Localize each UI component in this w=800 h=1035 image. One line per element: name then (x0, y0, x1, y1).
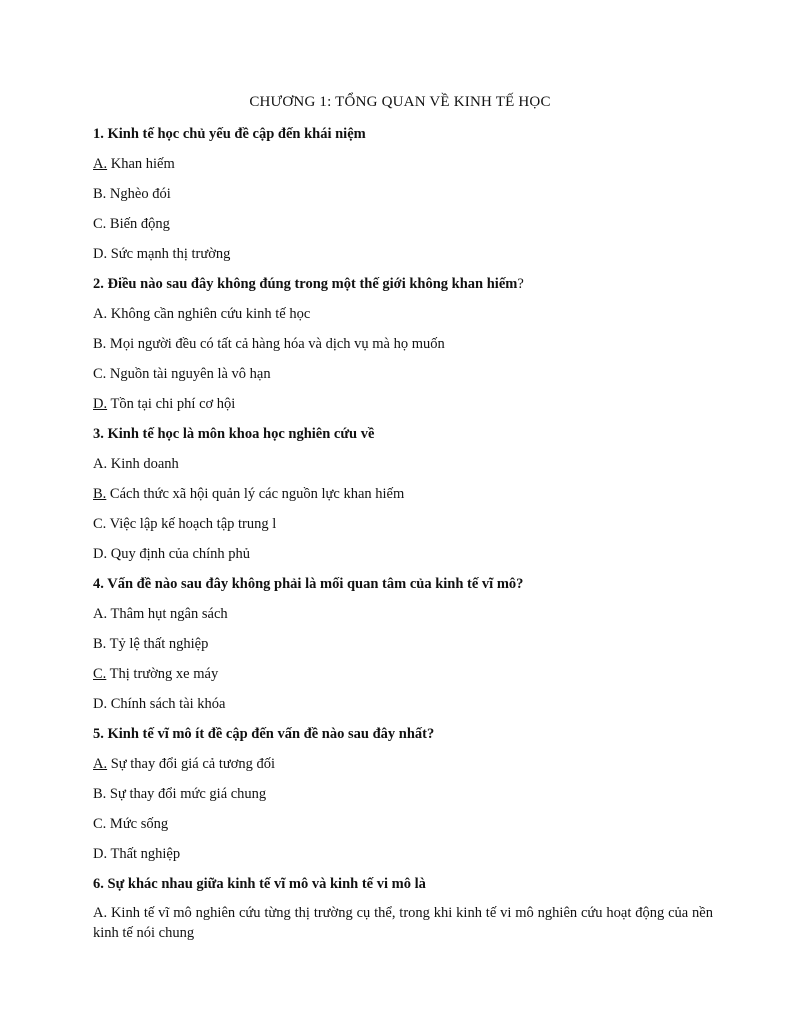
q5-option-a (93, 755, 713, 773)
chapter-title: CHƯƠNG 1: TỔNG QUAN VỀ KINH TẾ HỌC (249, 94, 551, 110)
q4-option-c (93, 665, 713, 683)
question-2-mark: ? (517, 276, 524, 292)
q3-option-b (93, 485, 713, 503)
q5-option-a-text: Sự thay đổi giá cả tương đối (107, 756, 276, 772)
q1-option-c: C. Biến động (93, 216, 170, 232)
q3-option-b-text: Cách thức xã hội quản lý các nguồn lực khan hiếm (106, 486, 405, 502)
q4-option-b: B. Tỷ lệ thất nghiệp (93, 636, 209, 652)
q2-option-b: B. Mọi người đều có tất cả hàng hóa và dịch vụ mà họ muốn (93, 336, 445, 352)
question-3: 3. Kinh tế học là môn khoa học nghiên cứu về (93, 426, 375, 442)
q3-option-c: C. Việc lập kế hoạch tập trung l (93, 516, 277, 532)
q2-option-d-text: Tồn tại chi phí cơ hội (107, 396, 236, 412)
q4-option-c-text: Thị trường xe máy (106, 666, 219, 682)
answer-marker: D. (93, 396, 108, 412)
q4-option-d: D. Chính sách tài khóa (93, 696, 226, 712)
q2-option-a: A. Không cần nghiên cứu kinh tế học (93, 306, 311, 322)
q1-option-b: B. Nghèo đói (93, 186, 171, 202)
answer-marker: A. (93, 156, 108, 172)
q1-option-a (93, 155, 713, 173)
answer-marker: A. (93, 756, 108, 772)
question-2-text: 2. Điều nào sau đây không đúng trong một thế giới không khan hiếm (93, 276, 518, 292)
question-2 (93, 275, 713, 293)
question-5: 5. Kinh tế vĩ mô ít đề cập đến vấn đề nào sau đây nhất? (93, 726, 435, 742)
q5-option-b: B. Sự thay đổi mức giá chung (93, 786, 267, 802)
question-1: 1. Kinh tế học chủ yếu đề cập đến khái niệm (93, 126, 366, 142)
q2-option-d (93, 395, 713, 413)
q1-option-a-text: Khan hiếm (107, 156, 175, 172)
answer-marker: B. (93, 486, 107, 502)
q3-option-d: D. Quy định của chính phủ (93, 546, 251, 562)
q2-option-c: C. Nguồn tài nguyên là vô hạn (93, 366, 271, 382)
q3-option-a: A. Kinh doanh (93, 456, 179, 472)
q4-option-a: A. Thâm hụt ngân sách (93, 606, 228, 622)
q6-option-a: A. Kinh tế vĩ mô nghiên cứu từng thị trường cụ thể, trong khi kinh tế vi mô nghiên cứu hoạt động của nền kinh tế nói chung (93, 905, 713, 941)
q5-option-c: C. Mức sống (93, 816, 169, 832)
question-4: 4. Vấn đề nào sau đây không phải là mối quan tâm của kinh tế vĩ mô? (93, 576, 524, 592)
q5-option-d: D. Thất nghiệp (93, 846, 181, 862)
q1-option-d: D. Sức mạnh thị trường (93, 246, 231, 262)
question-6: 6. Sự khác nhau giữa kinh tế vĩ mô và kinh tế vi mô là (93, 876, 426, 892)
answer-marker: C. (93, 666, 107, 682)
